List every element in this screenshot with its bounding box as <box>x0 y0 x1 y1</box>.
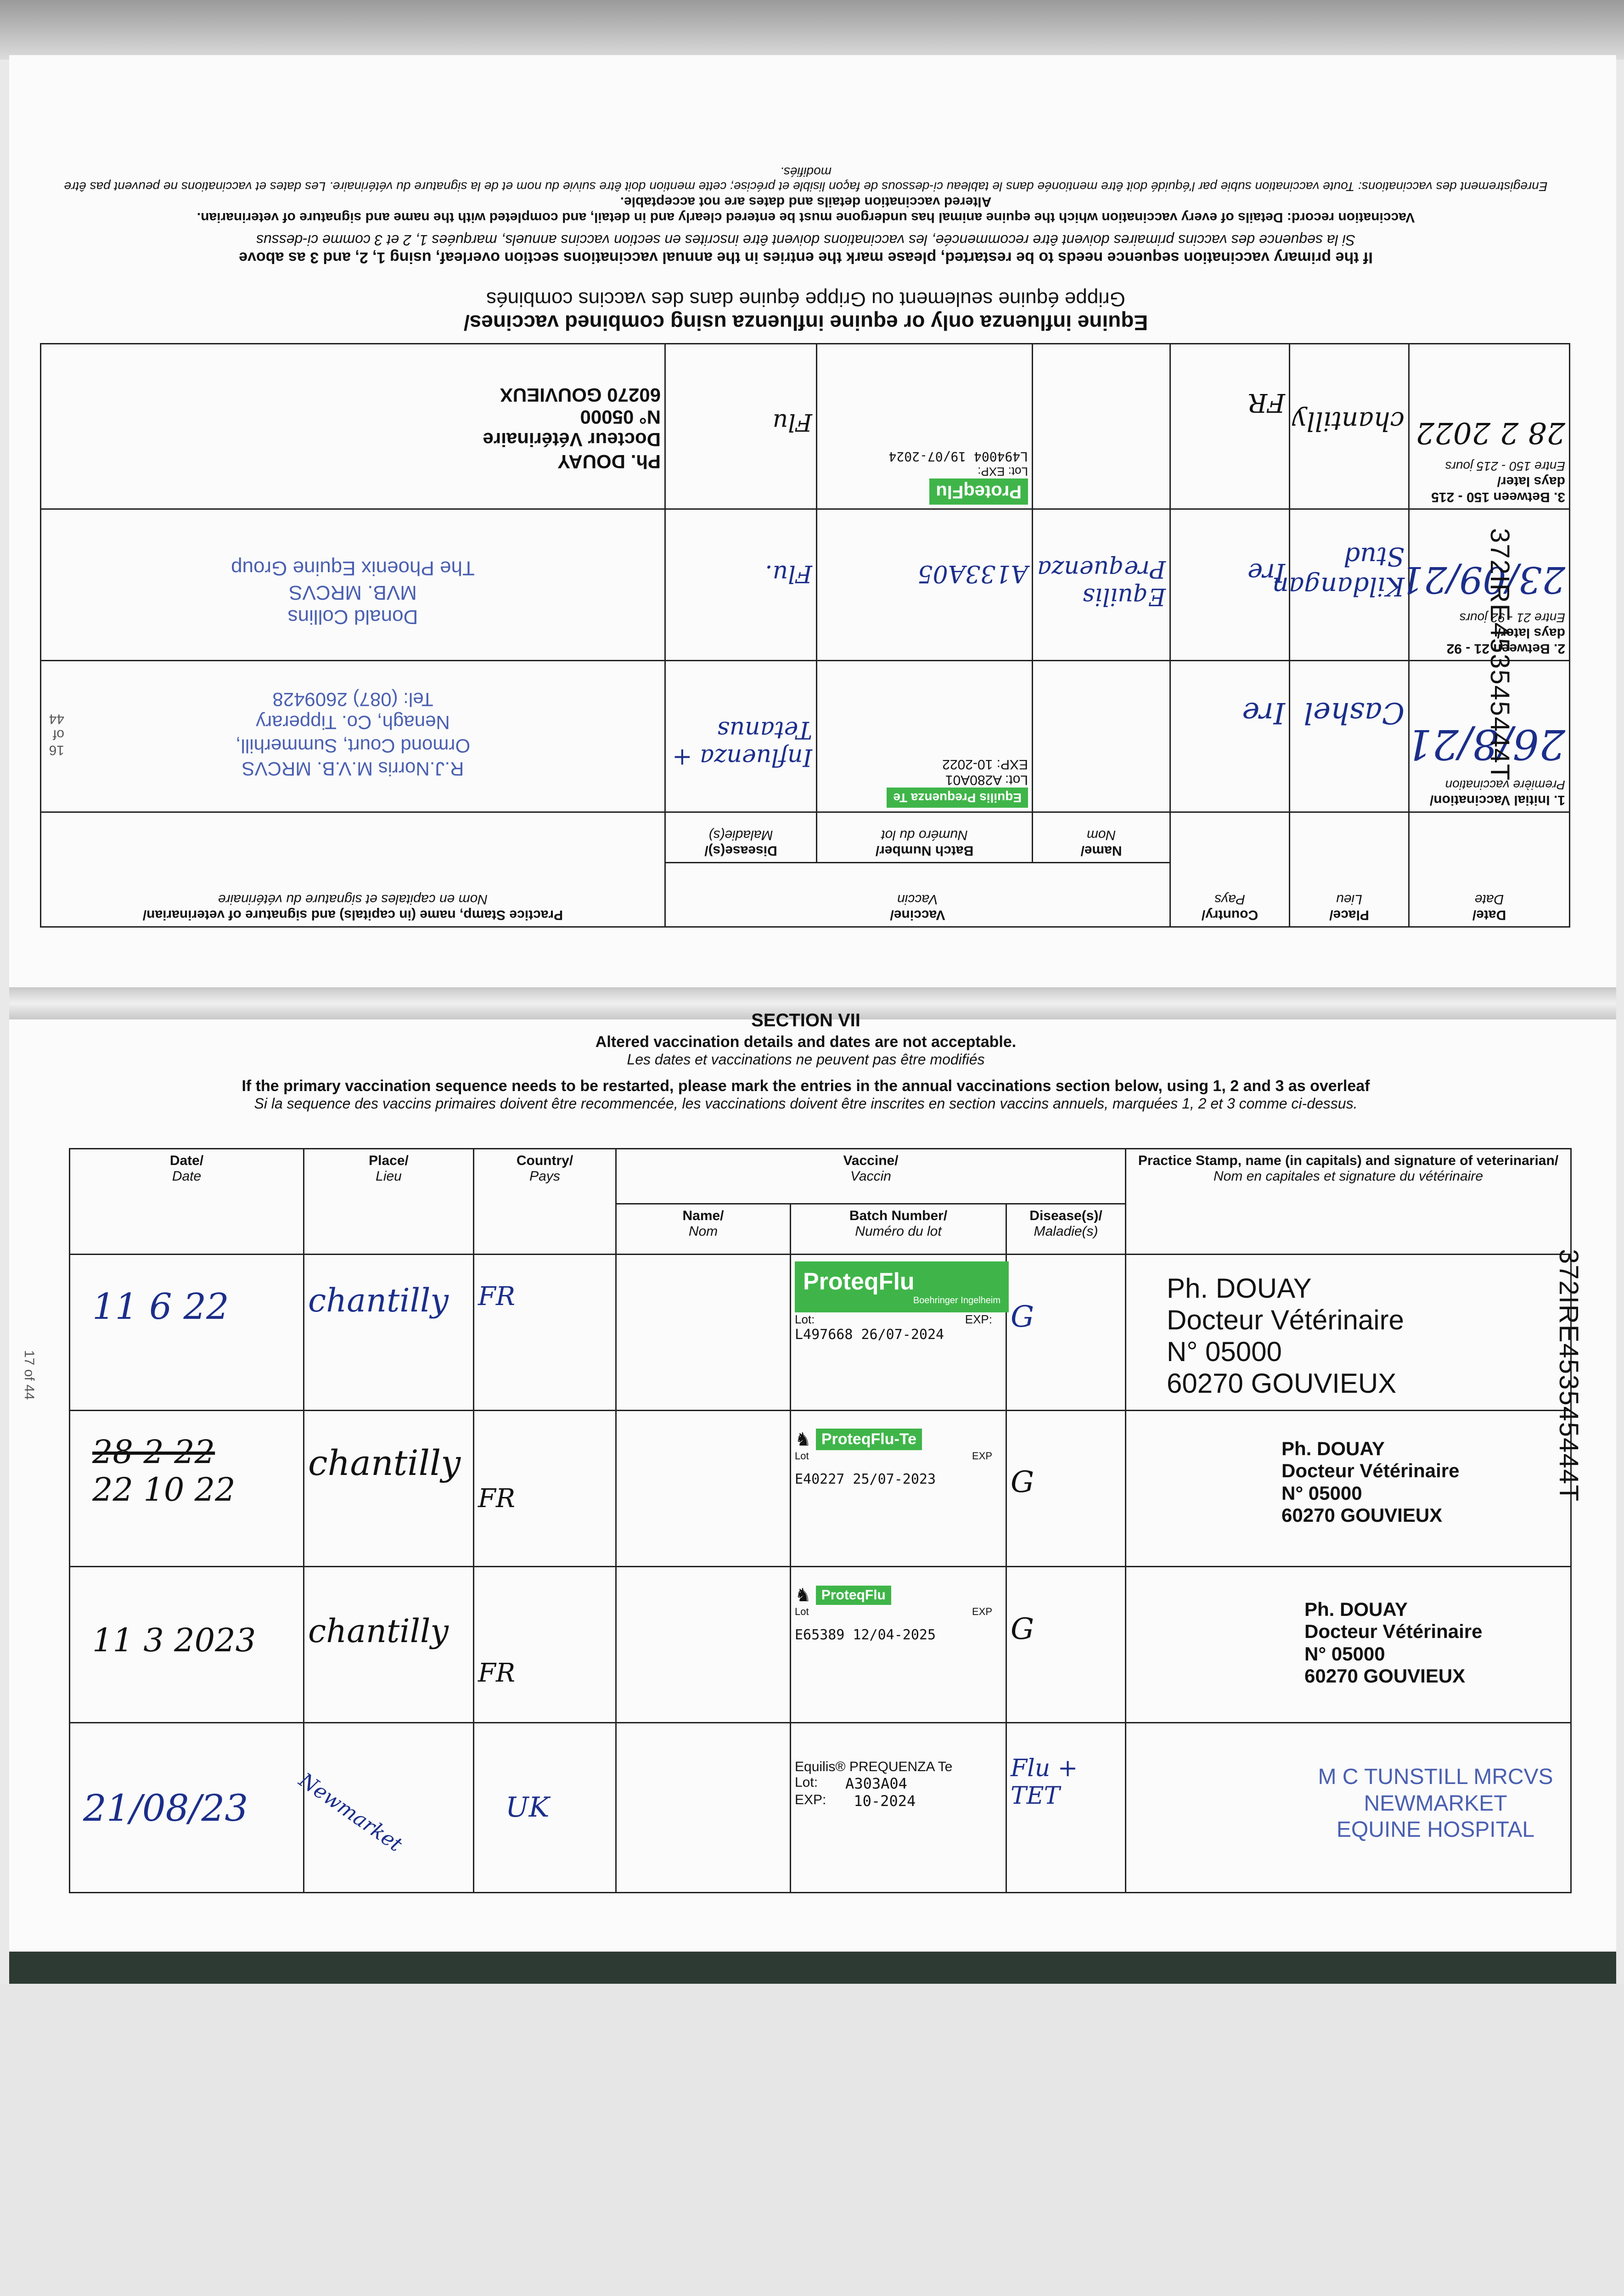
upper-instruction-en: If the primary vaccination sequence needs to be restarted, please mark the entries in the annual vaccinations section overleaf, using 1, 2, and 3 as above <box>239 249 1373 266</box>
lower-row-2-country: FR <box>474 1411 616 1567</box>
proteqflu-sticker-2: ♞ ProteqFlu <box>795 1585 1002 1606</box>
upper-header-name: Name/ Nom <box>1033 812 1170 863</box>
lower-row-4-stamp-line-1: M C TUNSTILL MRCVS <box>1318 1765 1553 1789</box>
upper-row-2-disease: Flu. <box>665 509 816 661</box>
lower-header-disease: Disease(s)/ Maladie(s) <box>1006 1204 1126 1255</box>
upper-row-1-stamp <box>40 661 665 812</box>
lower-header-date: Date/ Date <box>70 1149 304 1255</box>
lower-row-3-place: chantilly <box>304 1567 474 1723</box>
lower-row-4-stamp-line-2: NEWMARKET <box>1364 1791 1507 1816</box>
lower-header-stamp: Practice Stamp, name (in capitals) and signature of veterinarian/ Nom en capitales et signature du vétérinaire <box>1126 1149 1571 1255</box>
upper-page-number: 16 of 44 <box>49 711 64 758</box>
lower-row-4 <box>70 1723 1571 1893</box>
proteqflute-sticker: ♞ ProteqFlu-Te <box>795 1429 1002 1450</box>
upper-row-1-place: Cashel <box>1290 661 1409 812</box>
lower-row-2 <box>70 1411 1571 1567</box>
lower-row-3-stamp <box>1126 1567 1571 1723</box>
upper-row-3-date: 3. Between 150 - 215 days later/ Entre 150 - 215 jours 28 2 2022 <box>1409 344 1570 509</box>
lower-header-country: Country/ Pays <box>474 1149 616 1255</box>
lower-altered-en: Altered vaccination details and dates are not acceptable. <box>595 1033 1017 1051</box>
lower-row-1-place: chantilly <box>304 1255 474 1411</box>
upper-row-1-stamp-line-1: R.J.Norris M.V.B. MRCVS <box>242 758 464 780</box>
upper-header-vaccine: Vaccine/ Vaccin <box>665 863 1170 927</box>
lower-row-3-country: FR <box>474 1567 616 1723</box>
upper-row-3-stamp-line-4: 60270 GOUVIEUX <box>500 384 661 406</box>
lower-row-4-name <box>616 1723 791 1893</box>
lower-page-number: 17 of 44 <box>22 1350 37 1400</box>
lower-row-1-name <box>616 1255 791 1411</box>
lower-section-heading: SECTION VII <box>751 1010 860 1030</box>
page-17 <box>22 1010 1570 1883</box>
upper-row-2-stamp-line-1: Donald Collins <box>287 606 418 628</box>
lower-row-4-batch <box>791 1723 1006 1893</box>
upper-instruction-fr: Si la sequence des vaccins primaires doivent être recommencée, les vaccinations doivent être inscrites en section vaccins annuels, marquées 1, 2 et 3 comme ci-dessus <box>256 232 1356 248</box>
lower-row-2-batch: ♞ ProteqFlu-Te Lot EXP E40227 25/07-2023 <box>791 1411 1006 1567</box>
upper-title-fr: Grippe équine seulement ou Grippe équine dans des vaccins combinés <box>486 288 1125 310</box>
upper-row-3 <box>40 344 1569 509</box>
lower-row-1 <box>70 1255 1571 1411</box>
upper-row-2-country: Ire <box>1170 509 1290 661</box>
upper-row-1-stamp-line-3: Nenagh, Co. Tipperary <box>256 712 450 734</box>
lower-instruction-fr: Si la sequence des vaccins primaires doivent être recommencée, les vaccinations doivent être inscrites en section vaccins annuels, marquées 1, 2 et 3 comme ci-dessus. <box>254 1095 1358 1112</box>
upper-instructions <box>41 231 1570 266</box>
upper-row-1-stamp-line-2: Ormond Court, Summerhill, <box>235 735 471 757</box>
upper-title <box>41 287 1570 335</box>
upper-row-2-stamp <box>40 509 665 661</box>
lower-row-2-stamp-line-4: 60270 GOUVIEUX <box>1281 1504 1443 1526</box>
lower-row-2-stamp-line-2: Docteur Vétérinaire <box>1281 1460 1460 1482</box>
upper-header-disease: Disease(s)/ Maladie(s) <box>665 812 816 863</box>
upper-header-country: Country/ Pays <box>1170 812 1290 927</box>
upper-page-id: 372IRE453545444T <box>1485 528 1515 782</box>
upper-row-2-date: 2. Between 21 - 92 days later/ Entre 21 - 92 jours 23/09/21 <box>1409 509 1570 661</box>
upper-title-en: Equine influenza only or equine influenza using combined vaccines/ <box>463 311 1148 335</box>
upper-row-3-place: chantilly <box>1290 344 1409 509</box>
upper-row-1 <box>40 661 1569 812</box>
lower-header-name: Name/ Nom <box>616 1204 791 1255</box>
upper-altered-en: Altered vaccination details and dates are not acceptable. <box>620 194 992 209</box>
lower-row-4-date: 21/08/23 <box>70 1723 304 1893</box>
upper-row-1-stamp-line-4: Tel: (087) 2609428 <box>272 688 433 710</box>
lower-row-3-name <box>616 1567 791 1723</box>
lower-row-3-disease: G <box>1006 1567 1126 1723</box>
lower-row-4-stamp <box>1126 1723 1571 1893</box>
lower-row-1-stamp-line-1: Ph. DOUAY <box>1167 1273 1312 1304</box>
upper-row-3-stamp-line-3: N° 05000 <box>580 406 661 428</box>
equilis-label: Equilis® PREQUENZA Te Lot: A303A04 EXP: 10-2024 <box>795 1759 953 1810</box>
lower-row-3-stamp-line-3: N° 05000 <box>1304 1643 1385 1665</box>
upper-header-batch: Batch Number/ Numéro du lot <box>817 812 1033 863</box>
upper-row-3-name <box>1033 344 1170 509</box>
upper-row-1-batch: Equilis Prequenza Te Lot: A280A01 EXP: 10-2022 <box>817 661 1033 812</box>
lower-row-2-date: 28 2 22 22 10 22 <box>70 1411 304 1567</box>
upper-row-2-batch: A133A05 <box>817 509 1033 661</box>
upper-record-fr: Enregistrement des vaccinations: Toute vaccination subie par l'équidé doit être mentionée dans le tableau ci-dessous de façon lisible et précise; cette mention doit être suivie du nom et de la signature du vétérinaire. Les dates et vaccinations ne peuvent pas être modifiés. <box>64 165 1548 194</box>
lower-instruction-en: If the primary vaccination sequence needs to be restarted, please mark the entries in the annual vaccinations section below, using 1, 2 and 3 as overleaf <box>242 1077 1370 1095</box>
upper-row-3-disease: Flu <box>665 344 816 509</box>
upper-header-place: Place/ Lieu <box>1290 812 1409 927</box>
lower-row-1-batch: ProteqFlu Boehringer Ingelheim Lot: EXP: L497668 26/07-2024 <box>791 1255 1006 1411</box>
upper-row-3-stamp-line-1: Ph. DOUAY <box>557 451 661 473</box>
lower-row-4-disease: Flu + TET <box>1006 1723 1126 1893</box>
horse-head-icon: ♞ <box>795 1429 811 1450</box>
lower-row-3 <box>70 1567 1571 1723</box>
lower-row-1-stamp-line-2: Docteur Vétérinaire <box>1167 1305 1404 1335</box>
lower-row-1-stamp-line-4: 60270 GOUVIEUX <box>1167 1368 1397 1399</box>
lower-vaccination-table <box>69 1148 1572 1893</box>
lower-row-1-stamp-line-3: N° 05000 <box>1167 1336 1282 1367</box>
lower-row-2-stamp-line-1: Ph. DOUAY <box>1281 1438 1385 1459</box>
lower-row-1-country: FR <box>474 1255 616 1411</box>
book-cover-edge <box>9 1952 1616 1984</box>
lower-page-id: 372IRE453545444T <box>1554 1249 1584 1503</box>
upper-row-3-country: FR <box>1170 344 1290 509</box>
upper-row-2-name: Equilis Prequenza <box>1033 509 1170 661</box>
horse-head-icon-2: ♞ <box>795 1585 811 1605</box>
lower-row-1-date: 11 6 22 <box>70 1255 304 1411</box>
lower-row-4-country: UK <box>474 1723 616 1893</box>
lower-row-3-stamp-line-4: 60270 GOUVIEUX <box>1304 1665 1466 1687</box>
upper-row-3-stamp-line-2: Docteur Vétérinaire <box>483 428 661 450</box>
upper-record-en: Vaccination record: Details of every vaccination which the equine animal has undergone must be entered clearly and in detail, and completed with the name and signature of veterinarian. <box>197 210 1415 225</box>
lower-header-batch: Batch Number/ Numéro du lot <box>791 1204 1006 1255</box>
lower-row-1-disease: G <box>1006 1255 1126 1411</box>
lower-row-4-stamp-line-3: EQUINE HOSPITAL <box>1336 1818 1535 1842</box>
upper-row-1-country: Ire <box>1170 661 1290 812</box>
lower-header-place: Place/ Lieu <box>304 1149 474 1255</box>
proteqflu-sticker-1: ProteqFlu Boehringer Ingelheim <box>795 1261 1009 1312</box>
upper-row-2-stamp-line-2: MVB. MRCVS <box>289 581 417 604</box>
upper-row-2-place: Kildangan Stud <box>1290 509 1409 661</box>
scanner-bed <box>0 1984 1624 2296</box>
lower-instructions <box>41 1033 1570 1112</box>
lower-row-2-stamp-line-3: N° 05000 <box>1281 1482 1362 1504</box>
upper-row-2-stamp-line-3: The Phoenix Equine Group <box>231 557 475 580</box>
lower-row-3-batch: ♞ ProteqFlu Lot EXP E65389 12/04-2025 <box>791 1567 1006 1723</box>
upper-vaccination-table <box>40 343 1570 928</box>
upper-row-3-batch: ProteqFlu Lot: EXP: L494004 19/07-2024 <box>817 344 1033 509</box>
lower-row-2-stamp <box>1126 1411 1571 1567</box>
upper-row-1-name <box>1033 661 1170 812</box>
lower-row-3-stamp-line-1: Ph. DOUAY <box>1304 1598 1408 1620</box>
lower-row-1-stamp <box>1126 1255 1571 1411</box>
lower-row-3-stamp-line-2: Docteur Vétérinaire <box>1304 1621 1483 1643</box>
page-16-rotated <box>41 138 1570 996</box>
lower-row-2-disease: G <box>1006 1411 1126 1567</box>
upper-row-3-stamp <box>40 344 665 509</box>
lower-altered-fr: Les dates et vaccinations ne peuvent pas être modifiés <box>627 1051 985 1068</box>
upper-row-1-disease: Influenza + Tetanus <box>665 661 816 812</box>
lower-section-title <box>41 1010 1570 1031</box>
upper-row-2 <box>40 509 1569 661</box>
upper-row-1-date: 1. Initial Vaccination/ Première vaccination 26/8/21 <box>1409 661 1570 812</box>
scan-shadow <box>0 0 1624 60</box>
upper-record-text <box>41 164 1570 225</box>
upper-header-date: Date/ Date <box>1409 812 1570 927</box>
lower-row-3-date: 11 3 2023 <box>70 1567 304 1723</box>
upper-header-stamp: Practice Stamp, name (in capitals) and signature of veterinarian/ Nom en capitales et signature du vétérinaire <box>40 812 665 927</box>
lower-row-2-place: chantilly <box>304 1411 474 1567</box>
lower-row-4-place: Newmarket <box>304 1723 474 1893</box>
lower-row-2-name <box>616 1411 791 1567</box>
lower-header-vaccine: Vaccine/ Vaccin <box>616 1149 1126 1204</box>
